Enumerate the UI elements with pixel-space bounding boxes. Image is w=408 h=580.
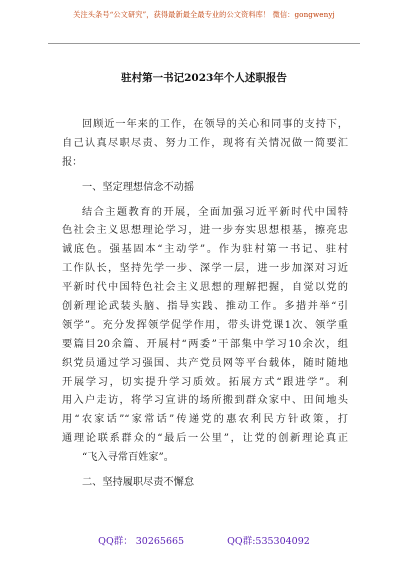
- footer-qq-group-1: QQ群： 30265665: [98, 536, 185, 547]
- section-heading: 一、坚定理想信念不动摇: [82, 181, 195, 193]
- body-line: 领学”。充分发挥领学促学作用，带头讲党课1次、领学重: [62, 319, 348, 331]
- body-line: 工作队长，坚持先学一步、深学一层，进一步加深对习近: [62, 263, 348, 275]
- body-line: 色社会主义思想理论学习，进一步夯实思想根基，擦亮忠: [62, 225, 348, 237]
- body-line: 开展学习，切实提升学习质效。拓展方式“跟进学”。利: [62, 376, 348, 388]
- body-line: 用“农家话”“家常话”传递党的惠农利民方针政策，打: [62, 414, 348, 426]
- body-line: 自己认真尽职尽责、努力工作，现将有关情况做一简要汇: [62, 137, 348, 149]
- document-body: [62, 116, 348, 493]
- footer-contacts: [0, 533, 408, 547]
- body-line: 通理论联系群众的“最后一公里”，让党的创新理论真正: [62, 433, 348, 445]
- body-line: 诚底色。强基固本“主动学”。作为驻村第一书记、驻村: [62, 244, 348, 256]
- body-line: “飞入寻常百姓家”。: [82, 452, 174, 464]
- header-banner: 关注头条号“公文研究”，获得最新最全最专业的公文资料库！ 微信：gongwenyj: [73, 10, 335, 19]
- page-title: 驻村第一书记2023年个人述职报告: [121, 72, 287, 84]
- header-divider: [48, 43, 360, 44]
- body-line: 结合主题教育的开展，全面加强习近平新时代中国特: [82, 206, 348, 218]
- body-line: 织党员通过学习强国、共产党员网等平台载体，随时随地: [62, 357, 348, 369]
- footer-qq-group-2: QQ群:535304092: [227, 536, 310, 547]
- body-line: 创新理论武装头脑、指导实践、推动工作。多措并举“引: [62, 301, 348, 313]
- body-line: 要篇目20余篇、开展村“两委”干部集中学习10余次，组: [62, 338, 348, 350]
- section-heading: 二、坚持履职尽责不懈怠: [82, 477, 195, 489]
- body-line: 回顾近一年来的工作，在领导的关心和同事的支持下，: [82, 119, 348, 130]
- body-line: 报：: [62, 156, 83, 168]
- body-line: 平新时代中国特色社会主义思想的理解把握，自觉以党的: [62, 282, 348, 294]
- body-line: 用入户走访，将学习宣讲的场所搬到群众家中、田间地头: [62, 395, 348, 407]
